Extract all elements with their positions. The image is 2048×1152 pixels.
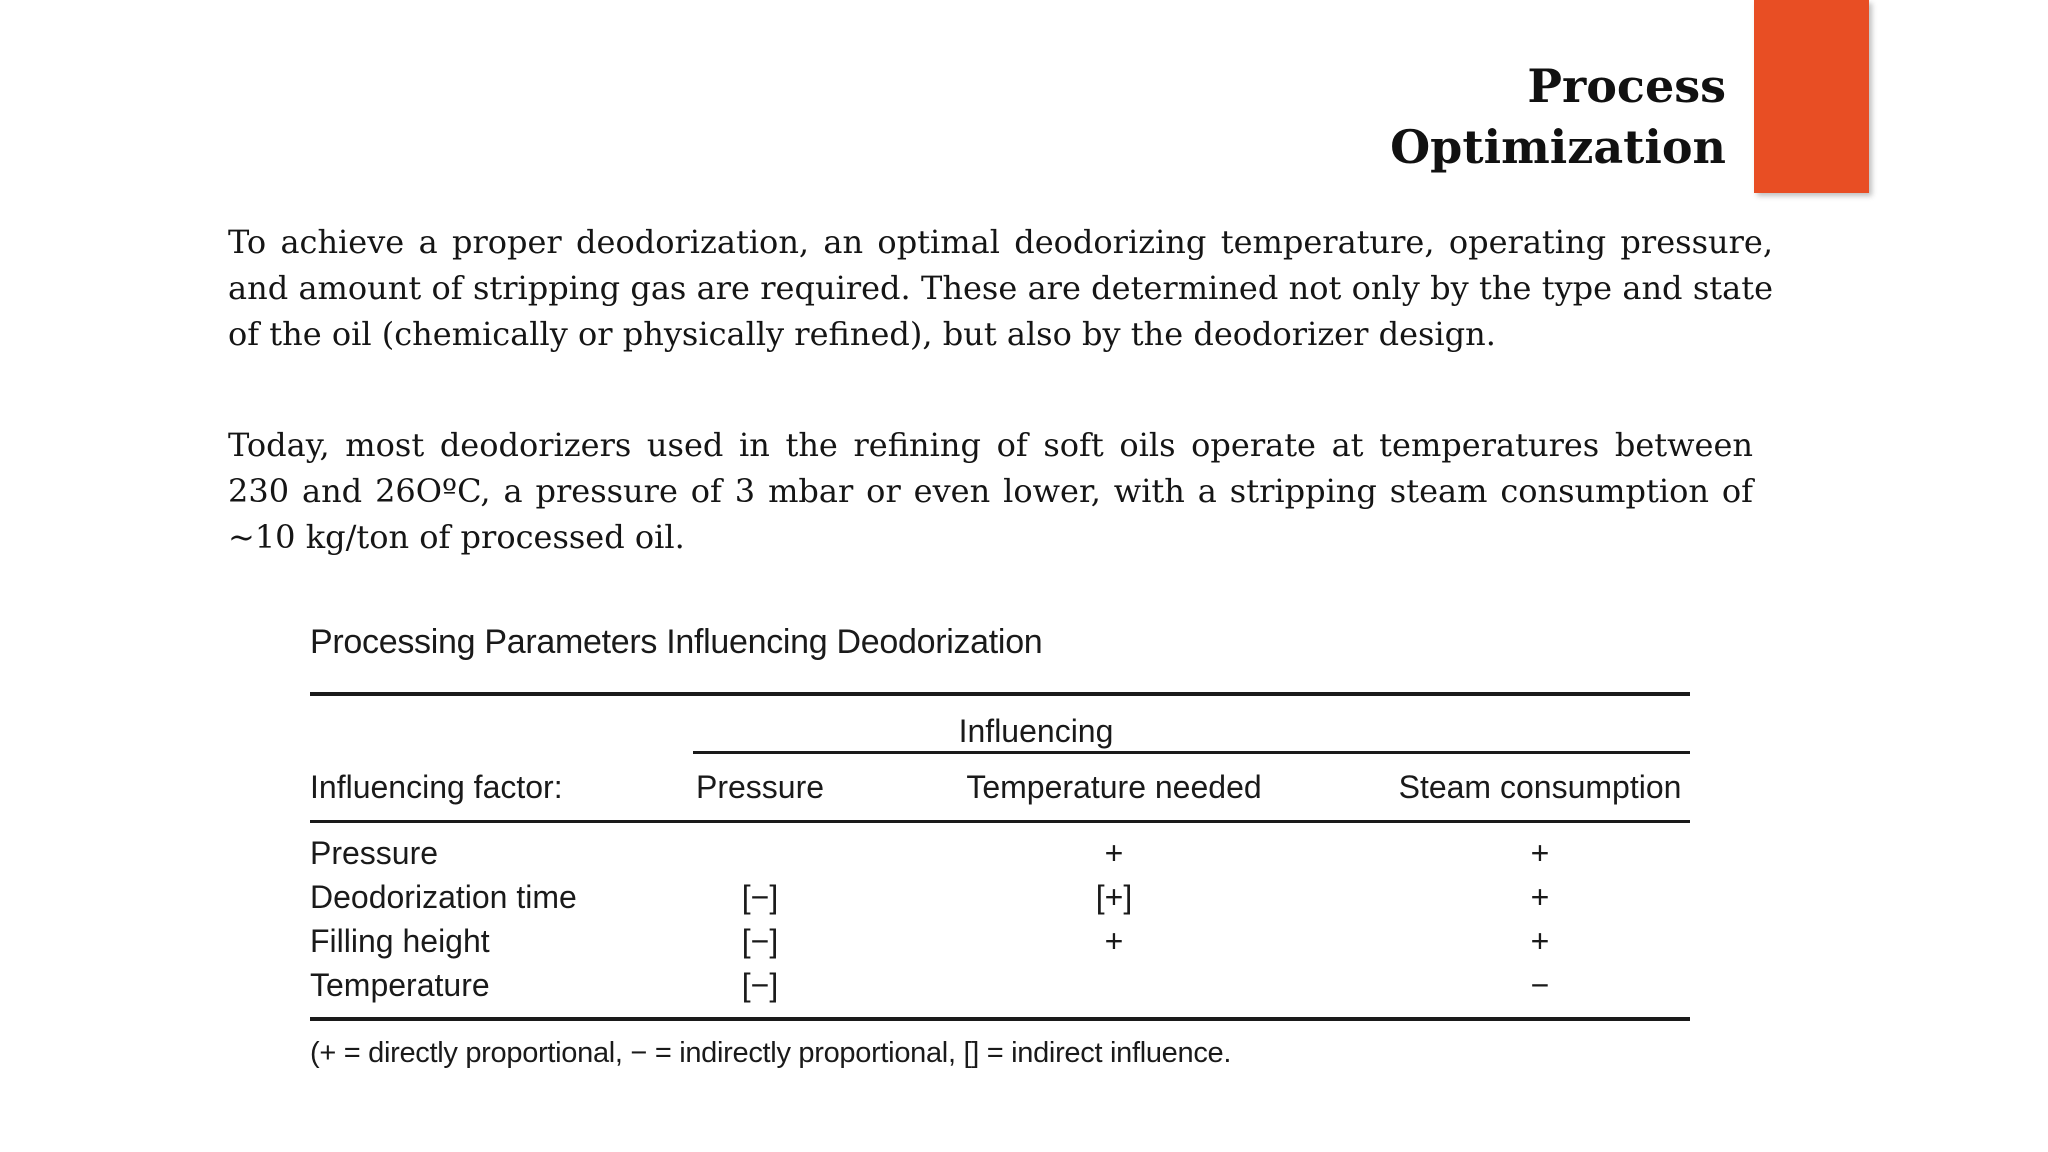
row-factor: Deodorization time xyxy=(310,879,577,915)
slide-title xyxy=(1390,56,1726,178)
table-row xyxy=(310,919,1690,963)
table-row xyxy=(310,963,1690,1007)
table-row xyxy=(310,831,1690,875)
intro-paragraph: To achieve a proper deodorization, an optimal deodorizing temperature, operating pressure, and amount of stripping gas are required. These are determined not only by the type and state of the oil (chemically or physically refined), but also by the deodorizer design. xyxy=(228,223,1773,353)
table-row xyxy=(310,875,1690,919)
table-caption: Processing Parameters Influencing Deodorization xyxy=(310,623,1043,661)
column-header-temperature: Temperature needed xyxy=(966,769,1262,805)
conditions-paragraph: Today, most deodorizers used in the refining of soft oils operate at temperatures between 230 and 26OºC, a pressure of 3 mbar or even lower, with a stripping steam consumption of ~10 kg/ton of processed oil. xyxy=(228,426,1753,556)
cell-steam: + xyxy=(1530,835,1550,871)
accent-bar xyxy=(1754,0,1869,193)
table-group-header xyxy=(310,696,1690,754)
row-factor: Pressure xyxy=(310,835,439,871)
cell-steam: + xyxy=(1530,923,1550,959)
cell-pressure: [−] xyxy=(741,967,779,1003)
cell-pressure: [−] xyxy=(741,923,779,959)
cell-temperature: + xyxy=(1104,923,1124,959)
table-footnote: (+ = directly proportional, − = indirectly proportional, [] = indirect influence. xyxy=(310,1037,1232,1069)
cell-pressure: [−] xyxy=(741,879,779,915)
cell-steam: + xyxy=(1530,879,1550,915)
cell-temperature: + xyxy=(1104,835,1124,871)
table-bottom-rule xyxy=(310,1017,1690,1021)
column-header-factor: Influencing factor: xyxy=(310,769,563,805)
column-header-pressure: Pressure xyxy=(695,769,825,805)
slide-title-line-1: Process xyxy=(1527,59,1726,113)
row-factor: Filling height xyxy=(310,923,490,959)
table-body xyxy=(310,823,1690,1017)
cell-temperature: [+] xyxy=(1095,879,1133,915)
influencing-group-label: Influencing xyxy=(958,713,1114,749)
parameters-table-figure xyxy=(310,622,1690,1071)
row-factor: Temperature xyxy=(310,967,490,1003)
column-header-steam: Steam consumption xyxy=(1398,769,1682,805)
cell-steam: − xyxy=(1530,967,1550,1003)
table-header-row xyxy=(310,754,1690,820)
slide-title-line-2: Optimization xyxy=(1390,120,1726,174)
